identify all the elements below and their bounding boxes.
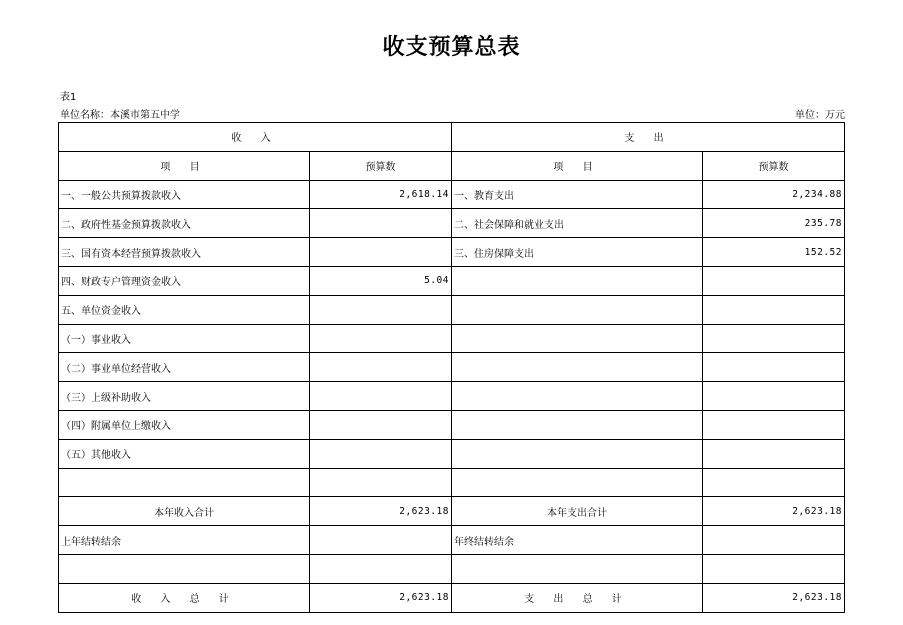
page-title: 收支预算总表: [382, 34, 521, 60]
grand-income-total-label: 收 入 总 计: [59, 583, 310, 612]
expense-amount: [703, 410, 845, 439]
income-item: （五）其他收入: [59, 439, 310, 468]
income-amount: [310, 295, 452, 324]
expense-item: 一、教育支出: [452, 180, 703, 209]
expense-item: [452, 410, 703, 439]
expense-amount: 235.78: [703, 209, 845, 238]
prior-year-carryover-label: 上年结转结余: [59, 526, 310, 555]
grand-expense-total-value: 2,623.18: [703, 583, 845, 612]
grand-total-row: [59, 583, 845, 612]
carryover-row: [59, 526, 845, 555]
table-row: [59, 382, 845, 411]
section-header-row: [59, 123, 845, 152]
income-amount-header: 预算数: [310, 151, 452, 180]
expense-amount: [703, 468, 845, 497]
income-item: （四）附属单位上缴收入: [59, 410, 310, 439]
income-item-header: 项 目: [59, 151, 310, 180]
unit-name: 单位名称：本溪市第五中学: [60, 110, 180, 121]
income-amount: 5.04: [310, 266, 452, 295]
income-item: [59, 468, 310, 497]
empty-cell: [703, 554, 845, 583]
expense-item: [452, 324, 703, 353]
year-end-carryover-label: 年终结转结余: [452, 526, 703, 555]
income-section-header: 收 入: [59, 123, 452, 152]
table-row: [59, 266, 845, 295]
income-item: （二）事业单位经营收入: [59, 353, 310, 382]
table-row: [59, 410, 845, 439]
expense-amount: [703, 295, 845, 324]
year-total-row: [59, 497, 845, 526]
income-item: 三、国有资本经营预算拨款收入: [59, 238, 310, 267]
table-row: [59, 238, 845, 267]
income-amount: 2,618.14: [310, 180, 452, 209]
expense-amount: [703, 439, 845, 468]
year-income-total-label: 本年收入合计: [59, 497, 310, 526]
income-item: 四、财政专户管理资金收入: [59, 266, 310, 295]
currency-unit: 单位：万元: [795, 110, 845, 121]
expense-item: [452, 439, 703, 468]
table-row: [59, 295, 845, 324]
year-expense-total-value: 2,623.18: [703, 497, 845, 526]
income-item: 一、一般公共预算拨款收入: [59, 180, 310, 209]
table-row: [59, 468, 845, 497]
income-item: 五、单位资金收入: [59, 295, 310, 324]
income-amount: [310, 353, 452, 382]
income-amount: [310, 238, 452, 267]
income-amount: [310, 382, 452, 411]
expense-amount: [703, 353, 845, 382]
empty-cell: [452, 554, 703, 583]
expense-amount-header: 预算数: [703, 151, 845, 180]
income-amount: [310, 410, 452, 439]
empty-cell: [59, 554, 310, 583]
table-row: [59, 180, 845, 209]
expense-section-header: 支 出: [452, 123, 845, 152]
table-row: [59, 353, 845, 382]
column-header-row: [59, 151, 845, 180]
expense-amount: 152.52: [703, 238, 845, 267]
budget-table: [58, 122, 845, 613]
year-expense-total-label: 本年支出合计: [452, 497, 703, 526]
table-row: [59, 324, 845, 353]
income-item: 二、政府性基金预算拨款收入: [59, 209, 310, 238]
expense-item: [452, 468, 703, 497]
table-number: 表1: [60, 92, 77, 103]
expense-item: 二、社会保障和就业支出: [452, 209, 703, 238]
grand-expense-total-label: 支 出 总 计: [452, 583, 703, 612]
expense-item: [452, 266, 703, 295]
expense-item: [452, 382, 703, 411]
table-row: [59, 554, 845, 583]
expense-amount: [703, 382, 845, 411]
income-amount: [310, 324, 452, 353]
income-item: （一）事业收入: [59, 324, 310, 353]
income-amount: [310, 209, 452, 238]
grand-income-total-value: 2,623.18: [310, 583, 452, 612]
expense-amount: [703, 324, 845, 353]
income-item: （三）上级补助收入: [59, 382, 310, 411]
income-amount: [310, 439, 452, 468]
table-row: [59, 439, 845, 468]
expense-item: 三、住房保障支出: [452, 238, 703, 267]
expense-item-header: 项 目: [452, 151, 703, 180]
income-amount: [310, 468, 452, 497]
prior-year-carryover-value: [310, 526, 452, 555]
table-row: [59, 209, 845, 238]
expense-amount: 2,234.88: [703, 180, 845, 209]
expense-item: [452, 353, 703, 382]
year-end-carryover-value: [703, 526, 845, 555]
empty-cell: [310, 554, 452, 583]
expense-amount: [703, 266, 845, 295]
year-income-total-value: 2,623.18: [310, 497, 452, 526]
expense-item: [452, 295, 703, 324]
